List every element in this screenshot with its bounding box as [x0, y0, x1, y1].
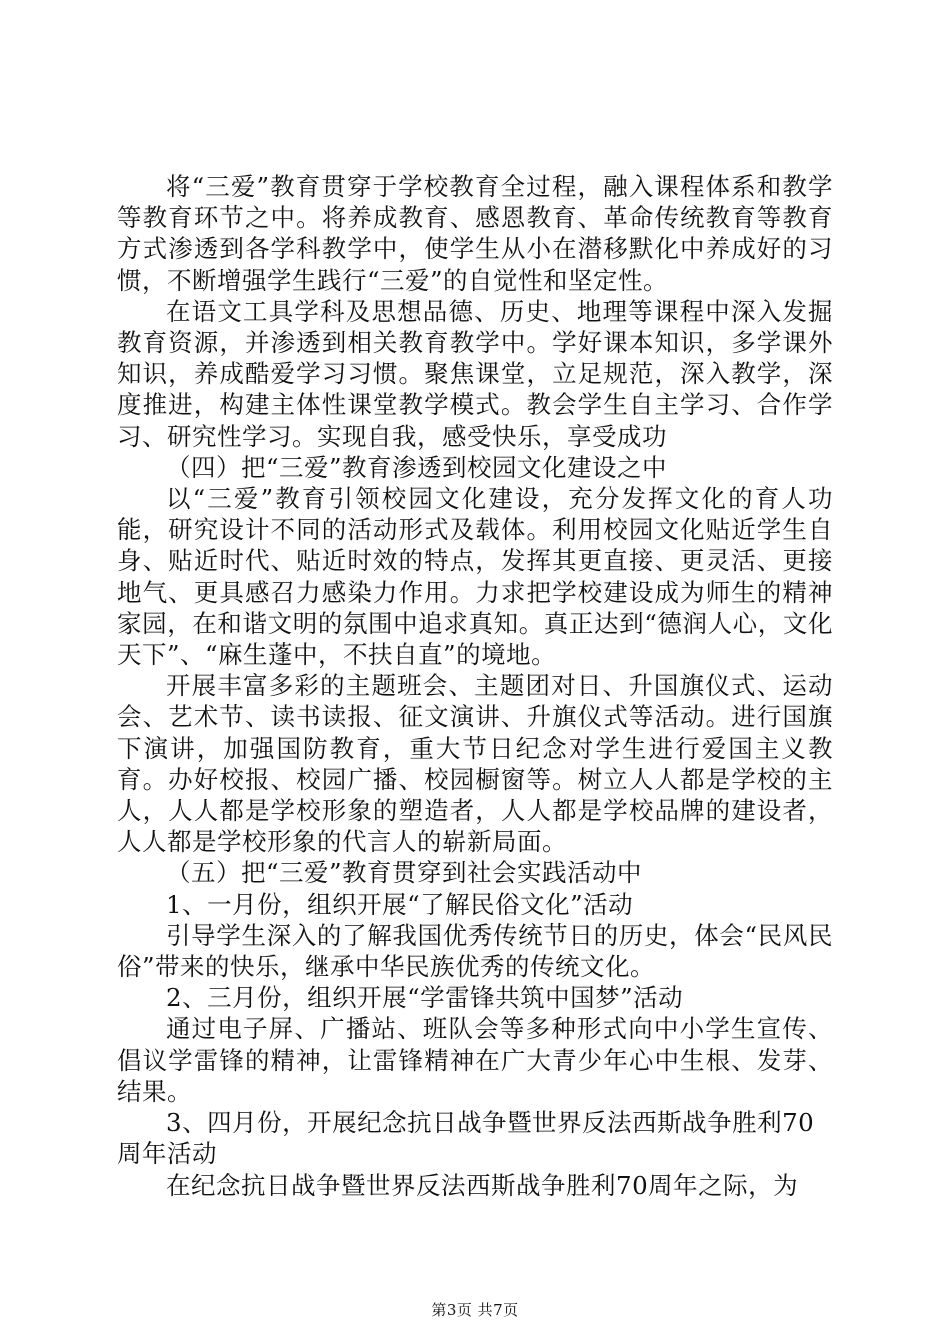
section-heading-5: （五）把“三爱”教育贯穿到社会实践活动中 [166, 858, 643, 888]
document-body [117, 171, 833, 1201]
paragraph-2: 在语文工具学科及思想品德、历史、地理等课程中深入发掘教育资源，并渗透到相关教育教学中。学好课本知识，多学课外知识，养成酷爱学习习惯。聚焦课堂，立足规范，深入教学，深度推进，构建主体性课堂教学模式。教会学生自主学习、合作学习、研究性学习。实现自我，感受快乐，享受成功 [117, 296, 833, 451]
activity-heading-1: 1、一月份，组织开展“了解民俗文化”活动 [166, 889, 634, 919]
paragraph-6: 通过电子屏、广播站、班队会等多种形式向中小学生宣传、倡议学雷锋的精神，让雷锋精神在广大青少年心中生根、发芽、结果。 [117, 1014, 833, 1106]
paragraph-7: 在纪念抗日战争暨世界反法西斯战争胜利70周年之际，为 [166, 1170, 799, 1200]
paragraph-1: 将“三爱”教育贯穿于学校教育全过程，融入课程体系和教学等教育环节之中。将养成教育、感恩教育、革命传统教育等教育方式渗透到各学科教学中，使学生从小在潜移默化中养成好的习惯，不断增强学生践行“三爱”的自觉性和坚定性。 [117, 172, 833, 295]
paragraph-3: 以“三爱”教育引领校园文化建设，充分发挥文化的育人功能，研究设计不同的活动形式及载体。利用校园文化贴近学生自身、贴近时代、贴近时效的特点，发挥其更直接、更灵活、更接地气、更具感召力感染力作用。力求把学校建设成为师生的精神家园，在和谐文明的氛围中追求真知。真正达到“德润人心，文化天下”、“麻生蓬中，不扶自直”的境地。 [117, 484, 833, 670]
activity-heading-2: 2、三月份，组织开展“学雷锋共筑中国梦”活动 [166, 983, 684, 1013]
page-footer: 第3页 共7页 [431, 1301, 519, 1319]
activity-heading-3: 3、四月份，开展纪念抗日战争暨世界反法西斯战争胜利70周年活动 [117, 1108, 815, 1169]
paragraph-4: 开展丰富多彩的主题班会、主题团对日、升国旗仪式、运动会、艺术节、读书读报、征文演讲、升旗仪式等活动。进行国旗下演讲，加强国防教育，重大节日纪念对学生进行爱国主义教育。办好校报、校园广播、校园橱窗等。树立人人都是学校的主人，人人都是学校形象的塑造者，人人都是学校品牌的建设者，人人都是学校形象的代言人的崭新局面。 [117, 671, 833, 857]
section-heading-4: （四）把“三爱”教育渗透到校园文化建设之中 [166, 452, 668, 482]
paragraph-5: 引导学生深入的了解我国优秀传统节日的历史，体会“民风民俗”带来的快乐，继承中华民族优秀的传统文化。 [117, 920, 833, 982]
